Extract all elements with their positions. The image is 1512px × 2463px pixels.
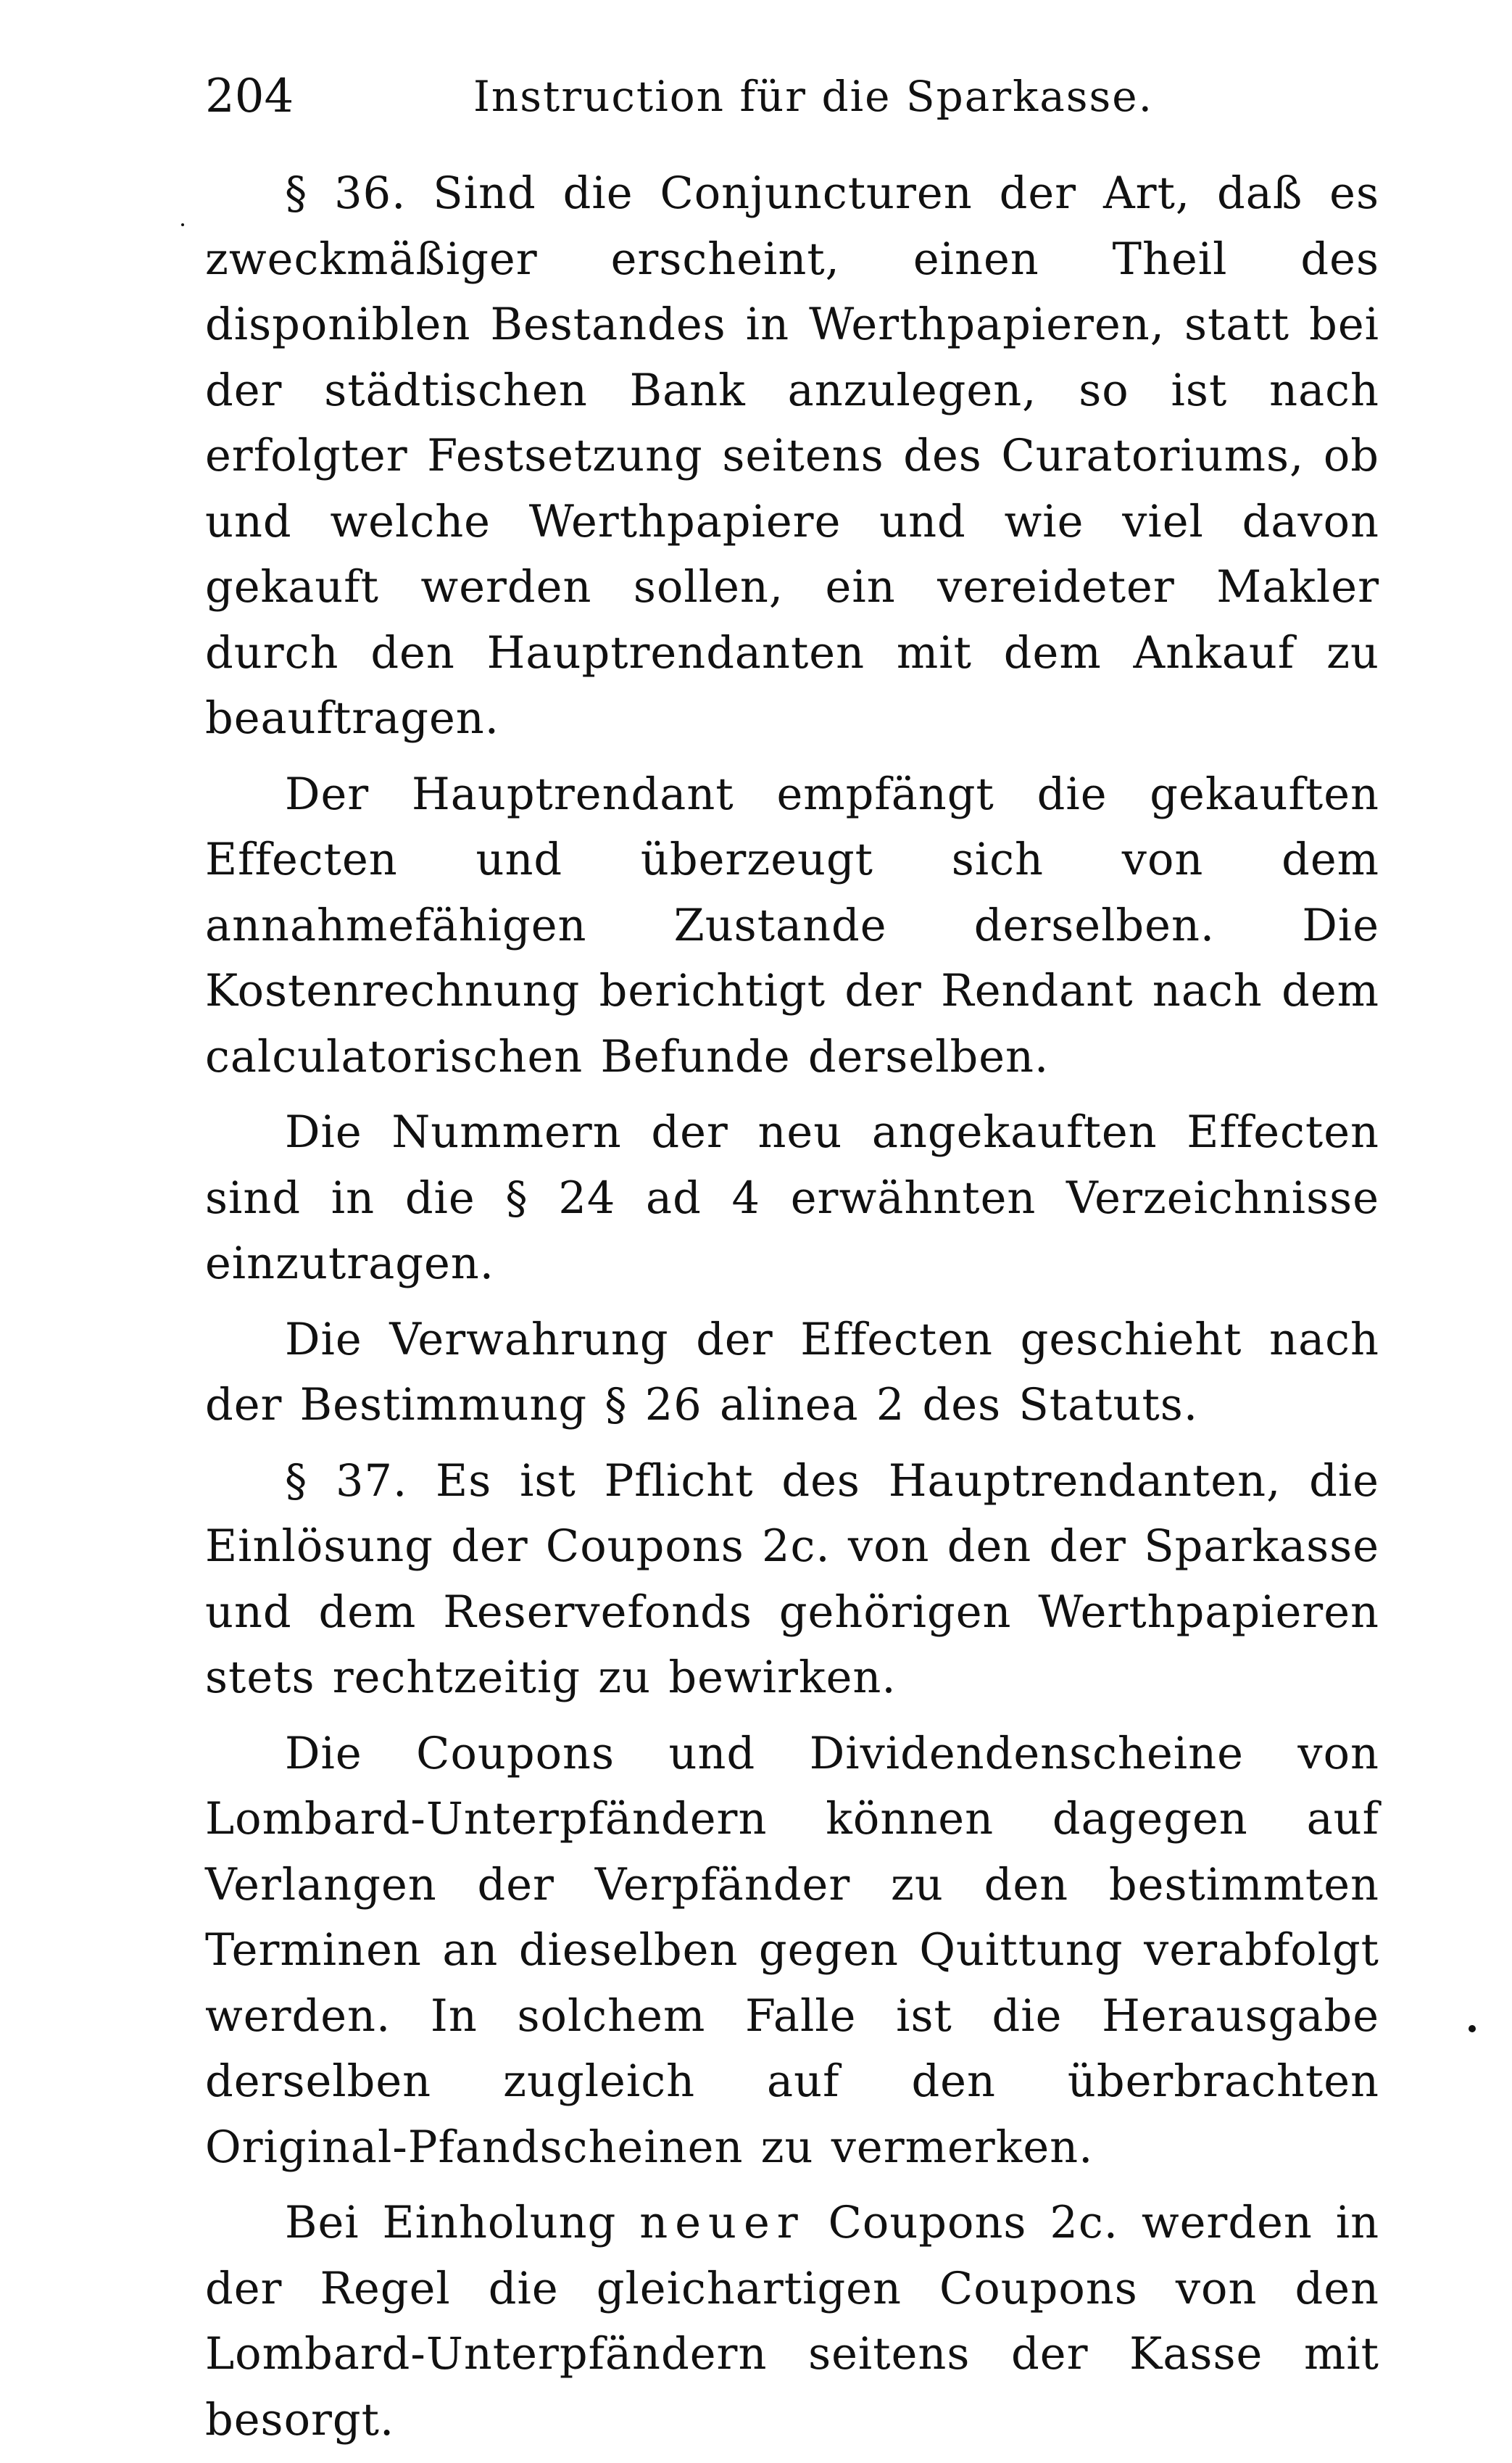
print-speck (1469, 2025, 1476, 2032)
paragraph-hauptrendant: Der Hauptrendant empfängt die gekauften Effecten und überzeugt sich von dem annahmefähigen Zustande derselben. Die Kostenrechnung berichtigt der Rendant nach dem calculatorischen Befunde derselben. (205, 769, 1379, 1083)
paragraph-verwahrung: Die Verwahrung der Effecten geschieht nach der Bestimmung § 26 alinea 2 des Statuts. (205, 1314, 1379, 1431)
print-speck (181, 223, 184, 226)
paragraph-nummern: Die Nummern der neu angekauften Effecten sind in die § 24 ad 4 erwähnten Verzeichnisse einzutragen. (205, 1107, 1379, 1289)
running-title: Instruction für die Sparkasse. (473, 72, 1154, 121)
paragraph-section-37: § 37. Es ist Pflicht des Hauptrendanten, die Einlösung der Coupons 2c. von den der Sparkasse und dem Reservefonds gehörigen Werthpapieren stets rechtzeitig zu bewirken. (205, 1455, 1379, 1703)
spaced-word: neuer (639, 2198, 805, 2248)
page-number: 204 (205, 70, 294, 123)
paragraph-einholung (205, 2190, 1379, 2453)
paragraph-section-36: § 36. Sind die Conjuncturen der Art, daß es zweckmäßiger erscheint, einen Theil des disponiblen Bestandes in Werthpapieren, statt bei der städtischen Bank anzulegen, so ist nach erfolgter Festsetzung seitens des Curatoriums, ob und welche Werthpapiere und wie viel davon gekauft werden sollen, ein vereideter Makler durch den Hauptrendanten mit dem Ankauf zu beauftragen. (205, 168, 1379, 744)
einholung-text-end: Coupons 2c. werden in der Regel die gleichartigen Coupons von den Lombard-Unterpfändern seitens der Kasse mit besorgt. (205, 2198, 1380, 2446)
body-text (205, 161, 1379, 2463)
paragraph-coupons: Die Coupons und Dividendenscheine von Lombard-Unterpfändern können dagegen auf Verlangen der Verpfänder zu den bestimmten Terminen an dieselben gegen Quittung verabfolgt werden. In solchem Falle ist die Herausgabe derselben zugleich auf den überbrachten Original-Pfandscheinen zu vermerken. (205, 1728, 1379, 2173)
einholung-text-start: Bei Einholung (285, 2198, 617, 2248)
page-header (205, 64, 1379, 129)
